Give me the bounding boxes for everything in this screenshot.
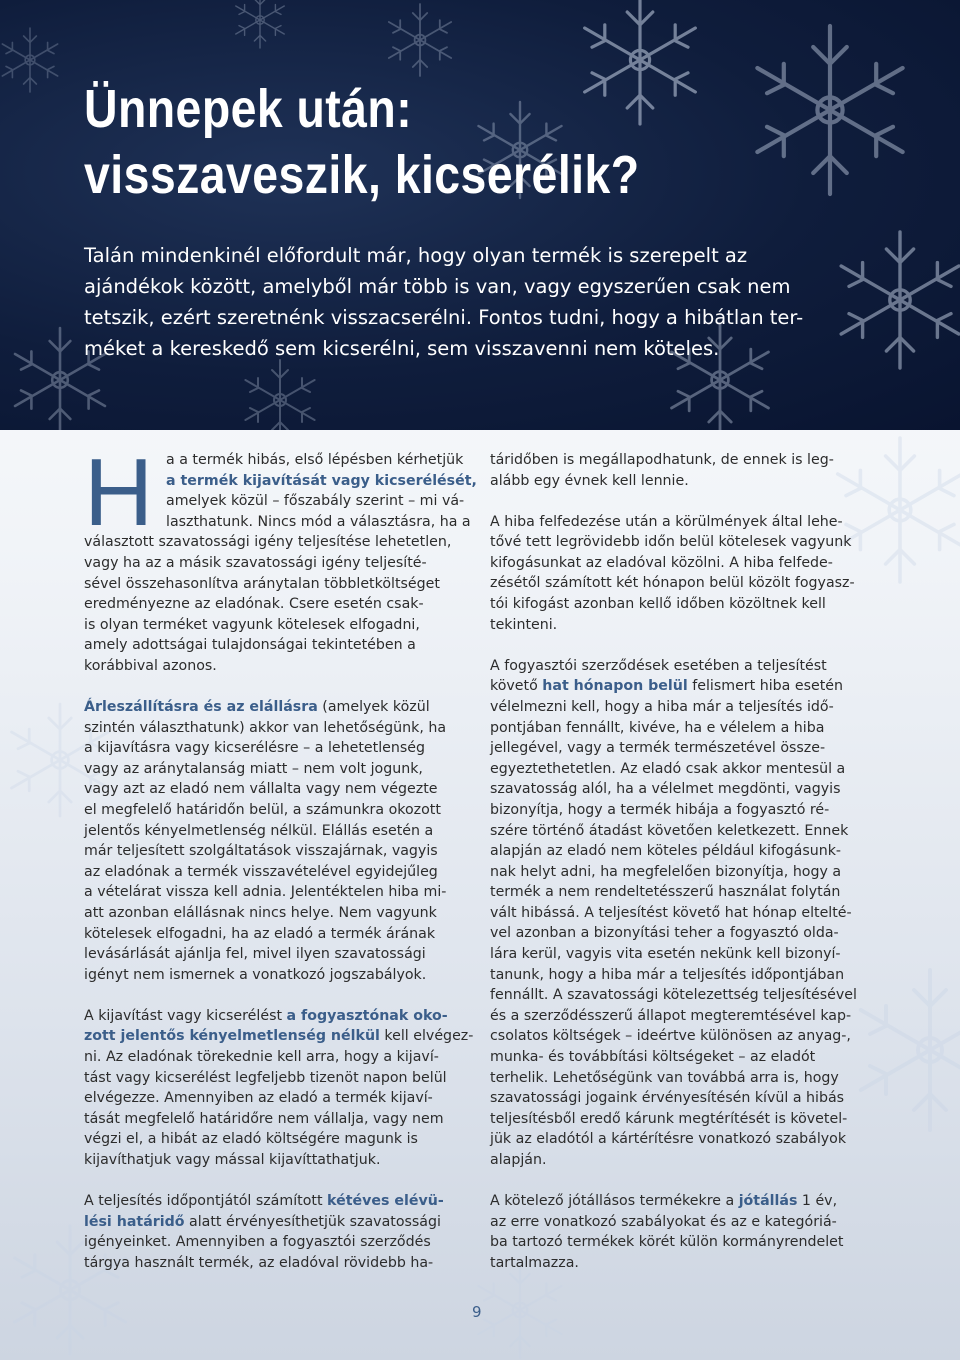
- highlight-text: Árleszállításra és az elállásra: [84, 699, 318, 716]
- text-line: teljesítésből eredő kárunk megtérítését is követel-: [490, 1110, 848, 1127]
- header-banner: [0, 0, 960, 430]
- text-line: [490, 676, 876, 697]
- text-span: A kötelező jótállásos termékekre a: [490, 1193, 739, 1210]
- text-line: vált hibássá. A teljesítést követő hat hónap eltelté-: [490, 904, 852, 921]
- drop-cap: H: [84, 439, 154, 546]
- text-line: [84, 1212, 470, 1233]
- text-line: igényt nem ismernek a vonatkozó jogszabályok.: [84, 966, 427, 983]
- text-line: ni. Az eladónak törekednie kell arra, hogy a kijaví-: [84, 1049, 439, 1066]
- text-line: is olyan terméket vagyunk kötelesek elfogadni,: [84, 616, 420, 633]
- lead-line: méket a kereskedő sem kicserélni, sem visszavenni nem köteles.: [84, 337, 720, 360]
- text-line: és a szerződésszerű állapot megteremtésével kap-: [490, 1007, 852, 1024]
- text-line: vagy ha az a másik szavatossági igény teljesíté-: [84, 554, 427, 571]
- text-line: [490, 1191, 876, 1212]
- text-line: kifogásunkat az eladóval közölni. A hiba felfede-: [490, 554, 833, 571]
- text-line: vagy az aránytalanság miatt – nem volt jogunk,: [84, 760, 423, 777]
- text-line: tást vagy kicserélést legfeljebb tizenöt napon belül: [84, 1069, 447, 1086]
- text-line: táridőben is megállapodhatunk, de ennek is leg-: [490, 452, 834, 468]
- text-span: A kijavítást vagy kicserélést: [84, 1007, 287, 1024]
- right-column: [490, 450, 876, 1294]
- text-line: jellegével, vagy a termék természetével össze-: [490, 740, 826, 757]
- text-line: [84, 1006, 470, 1027]
- text-line: vel azonban a bizonyítási teher a fogyasztó olda-: [490, 925, 839, 942]
- highlight-text: zott jelentős kényelmetlenség nélkül: [84, 1028, 380, 1045]
- text-line: kötelesek elfogadni, ha az eladó a termék árának: [84, 925, 436, 942]
- text-line: A fogyasztói szerződések esetében a teljesítést: [490, 657, 827, 674]
- text-span: követő: [490, 678, 543, 695]
- text-line: választott szavatossági igény teljesítése lehetetlen,: [84, 534, 452, 551]
- text-line: terhelik. Lehetőségünk van továbbá arra is, hogy: [490, 1069, 839, 1086]
- text-span: laszthatunk.: [166, 513, 253, 530]
- text-line: alapján.: [490, 1152, 547, 1168]
- text-line: [84, 1026, 474, 1047]
- text-line: szintén választhatunk) akkor van lehetőségünk, ha: [84, 719, 447, 736]
- text-line: a vételárat vissza kell adnia. Jelentéktelen hiba mi-: [84, 884, 447, 901]
- text-line: tói kifogást azonban kellő időben közöltnek kell: [490, 596, 826, 613]
- text-line: amelyek közül – főszabály szerint – mi vá-: [166, 493, 465, 510]
- text-line: az erre vonatkozó szabályokat és az e kategóriá-: [490, 1213, 837, 1230]
- text-line: att azonban elállásnak nincs helye. Nem vagyunk: [84, 904, 437, 921]
- text-line: eredményezne az eladónak. Csere esetén csak-: [84, 596, 424, 613]
- text-line: termék a nem rendeltetésszerű használat folytán: [490, 884, 841, 901]
- text-span: felismert hiba esetén: [687, 678, 843, 695]
- text-line: el megfelelő határidőn belül, a számunkra okozott: [84, 802, 441, 818]
- snowflake-decor: [0, 0, 960, 430]
- text-line: zésétől számított két hónapon belül közölt fogyasz-: [490, 575, 855, 592]
- highlight-text: a fogyasztónak oko-: [286, 1007, 448, 1024]
- text-line: már teljesített szolgáltatások visszajárnak, vagyis: [84, 843, 438, 860]
- text-line: fennállt. A szavatossági kötelezettség teljesítésével: [490, 987, 857, 1004]
- text-line: jük az eladótól a kártérítésre vonatkozó szabályok: [490, 1131, 847, 1148]
- text-line: egyeztethetetlen. Az eladó csak akkor mentesül a: [490, 760, 846, 777]
- highlight-text: kétéves elévü-: [327, 1193, 444, 1210]
- text-span: Nincs mód a választásra, ha a: [253, 513, 471, 530]
- text-line: nak helyt adni, ha megfelelően bizonyítja, hogy a: [490, 863, 842, 880]
- text-line: tekinteni.: [490, 616, 558, 633]
- paragraph-deadline: [490, 450, 876, 491]
- text-span: alatt érvényesíthetjük szavatossági: [184, 1213, 441, 1230]
- text-line: korábbival azonos.: [84, 657, 217, 674]
- text-line: bizonyítja, hogy a termék hibája a fogyasztó ré-: [490, 801, 830, 818]
- text-line: tővé tett legrövidebb időn belül kötelesek vagyunk: [490, 534, 852, 551]
- paragraph-warranty: [490, 1191, 876, 1273]
- paragraph-price-reduction: [84, 697, 470, 985]
- text-line: lára kerül, vagyis vita esetén nekünk kell bizonyí-: [490, 946, 841, 963]
- text-line: alapján az eladó nem köteles például kifogásunk-: [490, 843, 842, 860]
- text-line: amely adottságai tulajdonságai tekintetében a: [84, 637, 416, 654]
- text-line: tását megfelelő határidőre nem vállalja, vagy nem: [84, 1110, 444, 1127]
- text-line: tanunk, hogy a hiba már a teljesítés időpontjában: [490, 966, 845, 983]
- text-line: szavatossági jogaink érvényesítésén kívül a hibás: [490, 1090, 845, 1107]
- paragraph-intro: [84, 439, 477, 677]
- paragraph-limitation: [84, 1191, 470, 1273]
- paragraph-repair: [84, 1006, 474, 1171]
- text-span: kell elvégez-: [379, 1028, 474, 1045]
- text-line: szavatosság alól, ha a vélelmet megdönti, vagyis: [490, 781, 841, 798]
- text-line: szére történő átadást követően keletkezett. Ennek: [490, 822, 849, 839]
- text-line: A hiba felfedezése után a körülmények által lehe-: [490, 513, 843, 530]
- title-line-1: Ünnepek után:: [84, 79, 413, 139]
- highlight-text: lési határidő: [84, 1213, 185, 1230]
- text-line: kijavíthatjuk vagy mással kijavíttathatjuk.: [84, 1152, 381, 1168]
- text-line: jelentős kényelmetlenség nélkül. Elállás esetén a: [84, 822, 434, 839]
- text-line: vagy azt az eladó nem vállalta vagy nem végezte: [84, 781, 438, 798]
- text-line: az eladónak a termék visszavételével egyidejűleg: [84, 863, 438, 880]
- lead-line: Talán mindenkinél előfordult már, hogy olyan termék is szerepelt az: [84, 244, 748, 267]
- text-line: igényeinket. Amennyiben a fogyasztói szerződés: [84, 1234, 431, 1251]
- text-line: vélelmezni kell, hogy a hiba már a teljesítés idő-: [490, 698, 834, 715]
- text-line: alább egy évnek kell lennie.: [490, 472, 689, 489]
- text-line: a kijavításra vagy kicserélésre – a lehetetlenség: [84, 740, 426, 757]
- highlight-text: jótállás: [738, 1193, 798, 1210]
- lead-paragraph: [84, 240, 874, 364]
- text-line: tárgya használt termék, az eladóval rövidebb ha-: [84, 1254, 434, 1271]
- text-line: sével összehasonlítva aránytalan többletköltséget: [84, 575, 440, 592]
- lead-line: tetszik, ezért szeretnénk visszacserélni. Fontos tudni, hogy a hibátlan ter-: [84, 306, 804, 329]
- title-line-2: visszaveszik, kicserélik?: [84, 145, 640, 205]
- text-line: csolatos költségek – ideértve különösen az anyag-,: [490, 1028, 851, 1045]
- text-line: végzi el, a hibát az eladó költségére magunk is: [84, 1131, 418, 1148]
- text-span: A teljesítés időpontjától számított: [84, 1193, 328, 1210]
- text-line: levásárlását ajánlja fel, mivel ilyen szavatossági: [84, 946, 426, 963]
- text-line: munka- és továbbítási költségeket – az eladót: [490, 1049, 816, 1066]
- paragraph-burden-of-proof: [490, 656, 876, 1171]
- text-line: [84, 697, 470, 718]
- text-span: (amelyek közül: [317, 699, 430, 716]
- text-line: a a termék hibás, első lépésben kérhetjük: [166, 452, 464, 468]
- text-span: 1 év,: [797, 1193, 838, 1210]
- left-column: [84, 439, 477, 1294]
- text-line: tartalmazza.: [490, 1254, 579, 1271]
- lead-line: ajándékok között, amelyből már több is van, vagy egyszerűen csak nem: [84, 275, 791, 298]
- text-line: pontjában fennállt, kivéve, ha e vélelem a hiba: [490, 719, 825, 736]
- page-number: 9: [472, 1303, 482, 1321]
- highlight-text: a termék kijavítását vagy kicserélését,: [166, 472, 477, 489]
- text-line: elvégezze. Amennyiben az eladó a termék kijaví-: [84, 1090, 433, 1107]
- highlight-text: hat hónapon belül: [542, 678, 688, 695]
- text-line: [84, 1191, 470, 1212]
- page-title: [84, 76, 640, 208]
- text-line: ba tartozó termékek körét külön kormányrendelet: [490, 1234, 844, 1251]
- paragraph-notification: [490, 512, 876, 636]
